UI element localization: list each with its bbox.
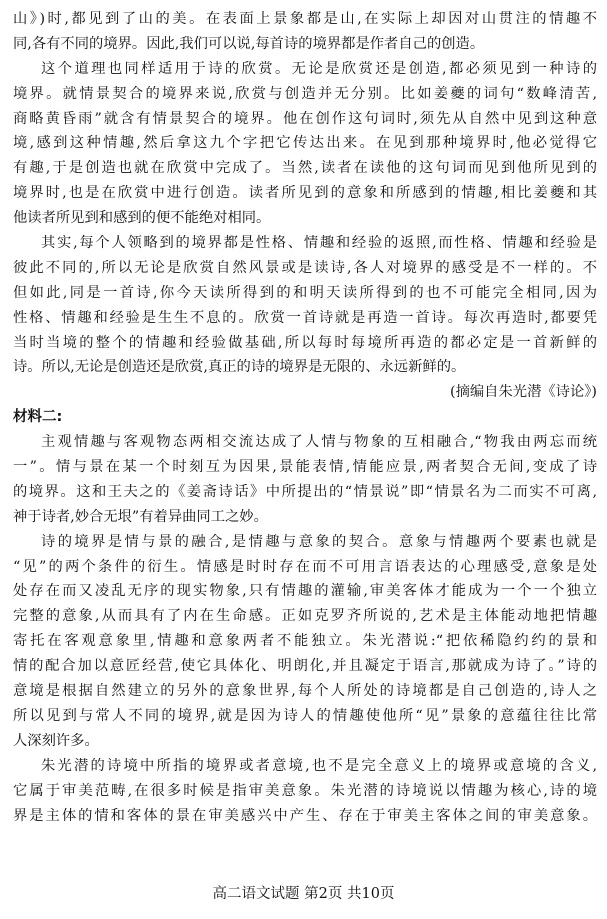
text-line: 神于诗者,妙合无垠”有着异曲同工之妙。: [13, 508, 268, 525]
text-line: 有趣,于是创造也就在欣赏中完成了。当然,读者在读他的这句词而见到他所见到的: [13, 160, 597, 177]
text-line: 境界时,也是在欣赏中进行创造。读者所见到的意象和所感到的情趣,相比姜夔和其: [13, 185, 597, 202]
text-line: 境,感到这种情趣,然后拿这九个字把它传达出来。在见到那种境界时,他必觉得它: [13, 135, 597, 152]
text-line: 诗。所以,无论是创造还是欣赏,真正的诗的境界是无限的、永远新鲜的。: [13, 359, 466, 376]
text-line: 朱光潜的诗境中所指的境界或者意境,也不是完全意义上的境界或意境的含义,: [41, 757, 597, 774]
page-footer: 高二语文试题 第2页 共10页: [212, 886, 395, 902]
text-line: 主观情趣与客观物态两相交流达成了人情与物象的互相融合,“物我由两忘而统: [41, 434, 597, 451]
text-line: 彼此不同的,所以无论是欣赏自然风景或是读诗,各人对境界的感受是不一样的。不: [13, 259, 597, 276]
text-line: 他读者所见到和感到的便不能绝对相同。: [13, 210, 271, 227]
text-line: 诗的境界是情与景的融合,是情趣与意象的契合。意象与情趣两个要素也就是: [41, 533, 597, 550]
text-line: 情的配合加以意匠经营,使它具体化、明朗化,并且凝定于语言,那就成为诗了。”诗的: [13, 658, 597, 675]
text-line: 界是主体的情和客体的景在审美感兴中产生、存在于审美主客体之间的审美意象。: [13, 807, 597, 824]
text-line: 处存在而又凌乱无序的现实物象,只有情趣的灌输,审美客体才能成为一个一个独立: [13, 583, 597, 600]
text-line: 山》)时,都见到了山的美。在表面上景象都是山,在实际上却因对山贯注的情趣不: [13, 11, 597, 27]
text-body: [13, 7, 597, 828]
text-line: 同,各有不同的境界。因此,我们可以说,每首诗的境界都是作者自己的创造。: [13, 35, 485, 52]
text-line: 性格、情趣和经验是生生不息的。欣赏一首诗就是再造一首诗。每次再造时,都要凭: [13, 309, 597, 326]
text-line: 它属于审美范畴,在很多时候是指审美意象。朱光潜的诗境说以情趣为核心,诗的境: [13, 782, 597, 799]
section-heading: 材料二:: [13, 409, 63, 426]
text-line: 寄托在客观意象里,情趣和意象两者不能独立。朱光潜说:“把依稀隐约约的景和: [13, 633, 597, 650]
text-line: 完整的意象,从而具有了内在生命感。正如克罗齐所说的,艺术是主体能动地把情趣: [13, 608, 597, 625]
text-line: 所以见到与常人不同的境界,就是因为诗人的情趣使他所“见”景象的意蕴往往比常: [13, 707, 597, 724]
source-citation: (摘编自朱光潜《诗论》): [450, 384, 597, 401]
text-line: “见”的两个条件的衍生。情感是时时存在而不可用言语表达的心理感受,意象是处: [13, 558, 597, 575]
text-line: 商略黄昏雨”就含有情景契合的境界。他在创作这句词时,须先从自然中见到这种意: [13, 110, 597, 127]
text-line: 意境是根据自然建立的另外的意象世界,每个人所处的诗境都是自己创造的,诗人之: [13, 683, 597, 700]
text-line: 的境界。这和王夫之的《姜斋诗话》中所提出的“情景说”即“情景名为二而实不可离,: [13, 483, 597, 500]
text-line: 人深刻许多。: [13, 732, 99, 749]
text-line: 但如此,同是一首诗,你今天读所得到的和明天读所得到的也不可能完全相同,因为: [13, 284, 597, 301]
text-line: 一”。情与景在某一个时刻互为因果,景能表情,情能应景,两者契合无间,变成了诗: [13, 459, 597, 476]
text-line: 这个道理也同样适用于诗的欣赏。无论是欣赏还是创造,都必须见到一种诗的: [41, 60, 597, 77]
text-line: 境界。就情景契合的境界来说,欣赏与创造并无分别。比如姜夔的词句“数峰清苦,: [13, 85, 597, 102]
text-line: 其实,每个人领略到的境界都是性格、情趣和经验的返照,而性格、情趣和经验是: [41, 235, 597, 252]
text-line: 当时当境的整个的情趣和经验做基础,所以每时每境所再造的都必定是一首新鲜的: [13, 334, 597, 351]
